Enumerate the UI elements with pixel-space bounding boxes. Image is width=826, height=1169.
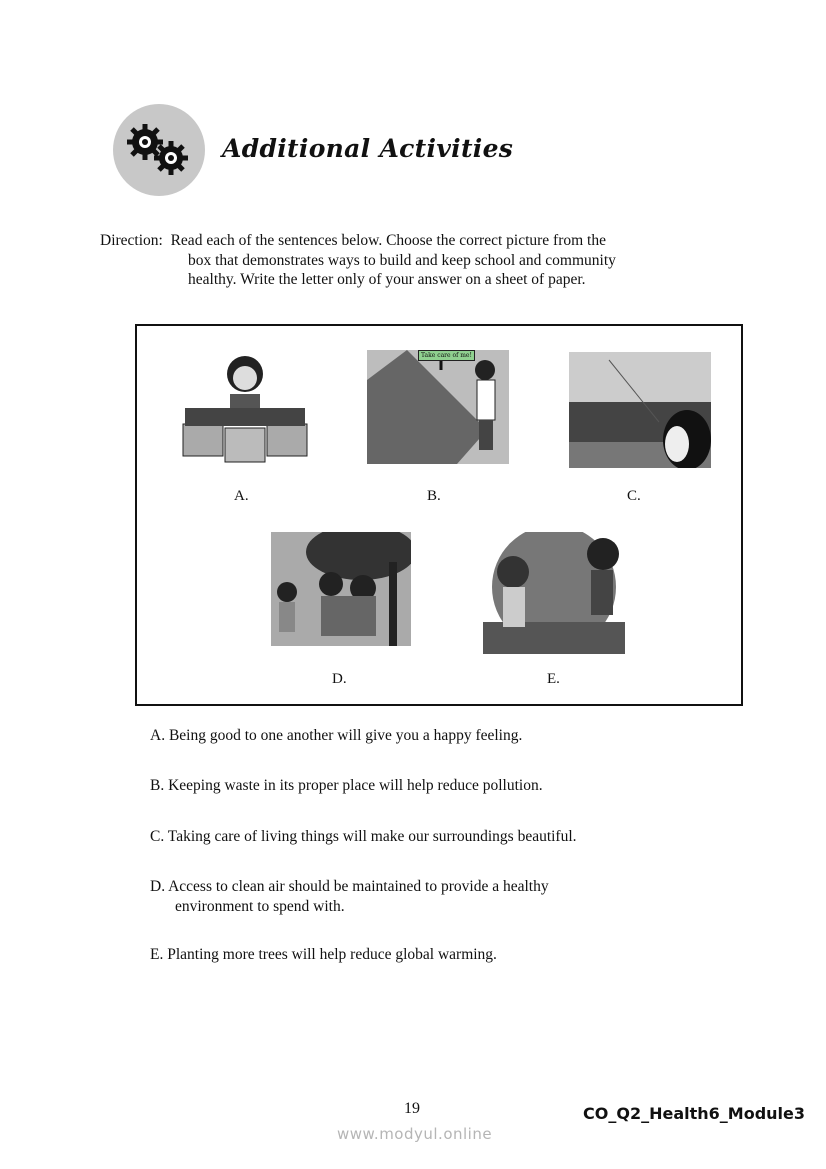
gears-icon [113, 104, 205, 196]
take-care-sign: Take care of me! [418, 350, 475, 361]
picture-a-label: A. [234, 488, 249, 504]
sentence-d [150, 877, 549, 917]
sentence-b: B. Keeping waste in its proper place will help reduce pollution. [150, 777, 543, 794]
page-number: 19 [404, 1100, 420, 1117]
picture-e-planting-trees [483, 532, 625, 654]
direction-text [100, 231, 616, 290]
direction-line-1: Read each of the sentences below. Choose the correct picture from the [170, 232, 606, 249]
sentence-c: C. Taking care of living things will make our surroundings beautiful. [150, 828, 577, 845]
picture-b-watering-plants [367, 350, 509, 464]
picture-e-label: E. [547, 671, 560, 687]
picture-c-polluted-air [569, 352, 711, 468]
module-code: CO_Q2_Health6_Module3 [583, 1104, 805, 1123]
watermark: www.modyul.online [337, 1125, 493, 1143]
sentence-d-line-1: D. Access to clean air should be maintained to provide a healthy [150, 878, 549, 895]
picture-a-recycling-girl [175, 346, 315, 466]
picture-b-label: B. [427, 488, 441, 504]
picture-c-label: C. [627, 488, 641, 504]
sentence-d-line-2: environment to spend with. [175, 898, 345, 915]
sentence-a: A. Being good to one another will give you a happy feeling. [150, 727, 523, 744]
section-title: Additional Activities [222, 134, 514, 163]
direction-line-2: box that demonstrates ways to build and keep school and community [188, 251, 616, 269]
picture-box [135, 324, 743, 706]
direction-line-3: healthy. Write the letter only of your answer on a sheet of paper. [188, 271, 586, 288]
direction-label: Direction: [100, 232, 163, 249]
sentence-e: E. Planting more trees will help reduce global warming. [150, 946, 497, 963]
picture-d-label: D. [332, 671, 347, 687]
picture-d-children-under-tree [271, 532, 411, 646]
